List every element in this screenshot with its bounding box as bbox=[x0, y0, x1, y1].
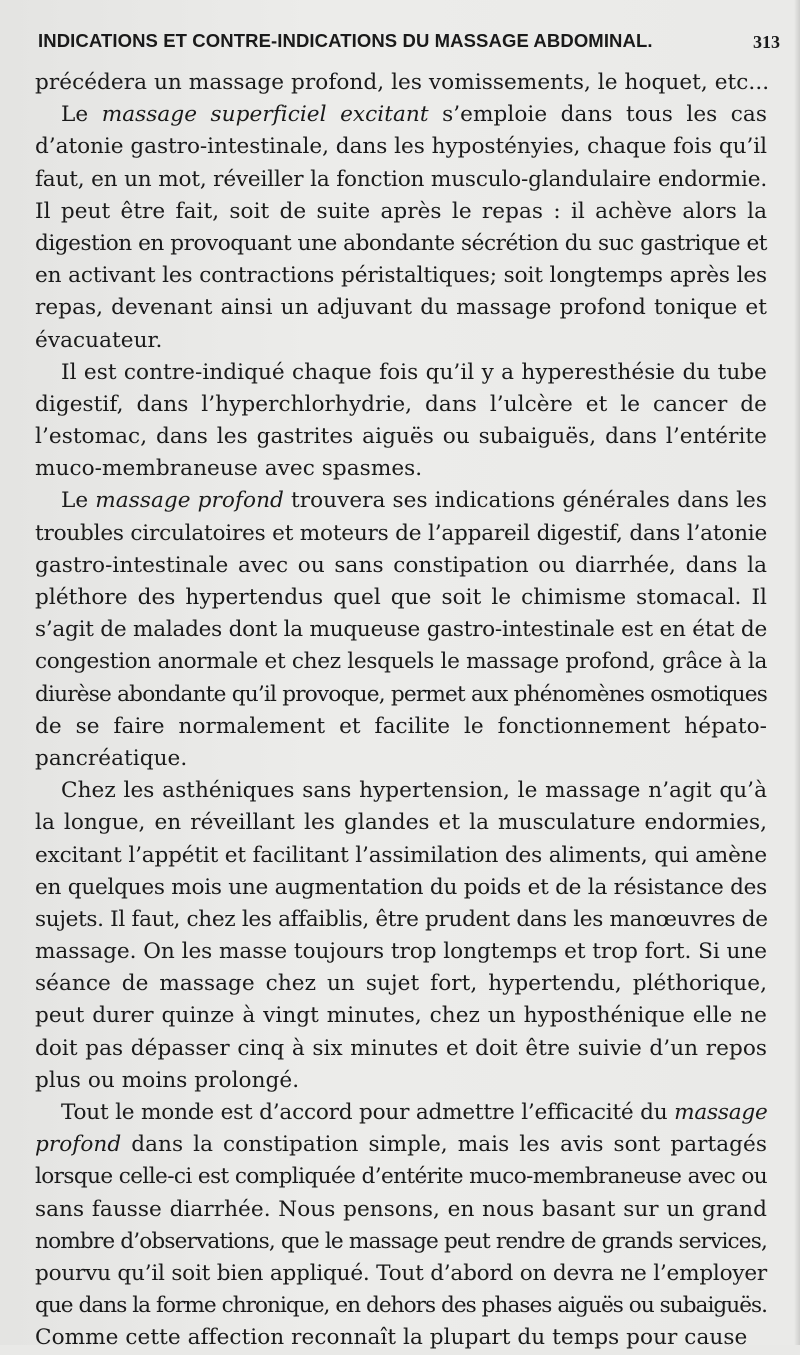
text-line bbox=[35, 1065, 767, 1097]
text-line bbox=[35, 1097, 767, 1129]
text-segment: faut, en un mot, réveiller la fonction musculo-glandulaire endormie. bbox=[35, 166, 768, 192]
text-line bbox=[35, 614, 767, 646]
text-line bbox=[35, 260, 767, 292]
paragraph bbox=[35, 99, 767, 357]
text-line bbox=[35, 228, 767, 260]
text-segment: peut durer quinze à vingt minutes, chez un hyposthénique elle ne bbox=[35, 1003, 767, 1029]
text-segment: excitant l’appétit et facilitant l’assimilation des aliments, qui amène bbox=[35, 842, 768, 868]
text-line bbox=[35, 196, 767, 228]
text-line bbox=[35, 1129, 767, 1161]
text-segment: en activant les contractions péristaltiques; soit longtemps après les bbox=[35, 263, 767, 289]
page-edge-shadow bbox=[794, 0, 800, 1345]
text-segment: diurèse abondante qu’il provoque, permet aux phénomènes osmotiques bbox=[35, 681, 767, 707]
italic-text: massage bbox=[674, 1100, 768, 1125]
text-segment: doit pas dépasser cinq à six minutes et doit être suivie d’un repos bbox=[35, 1035, 767, 1061]
paragraph bbox=[35, 775, 767, 1097]
text-segment: s’emploie dans tous les cas bbox=[428, 102, 767, 128]
text-line bbox=[35, 550, 767, 582]
text-line bbox=[35, 518, 767, 550]
text-line bbox=[35, 679, 767, 711]
text-line bbox=[35, 1000, 767, 1032]
text-line bbox=[35, 389, 767, 421]
text-line bbox=[35, 1258, 767, 1290]
text-segment: nombre d’observations, que le massage peut rendre de grands services, bbox=[35, 1228, 767, 1254]
text-segment: Comme cette affection reconnaît la plupart du temps pour cause bbox=[35, 1325, 748, 1351]
text-line bbox=[35, 807, 767, 839]
text-segment: Le bbox=[61, 488, 96, 514]
text-segment: précédera un massage profond, les vomissements, le hoquet, etc... bbox=[35, 70, 770, 95]
text-segment: Il est contre-indiqué chaque fois qu’il y a hyperesthésie du tube bbox=[61, 359, 767, 385]
text-segment: pourvu qu’il soit bien appliqué. Tout d’abord on devra ne l’employer bbox=[35, 1260, 767, 1286]
body-text bbox=[35, 67, 770, 1355]
text-line bbox=[35, 1033, 767, 1065]
text-line bbox=[35, 775, 767, 807]
text-segment: pléthore des hypertendus quel que soit le chimisme stomacal. Il bbox=[35, 585, 767, 610]
text-line bbox=[35, 936, 767, 968]
text-line bbox=[35, 292, 767, 324]
text-segment: la longue, en réveillant les glandes et la musculature endormies, bbox=[35, 810, 767, 836]
text-segment: congestion anormale et chez lesquels le massage profond, grâce à la bbox=[35, 649, 768, 675]
italic-text: massage profond bbox=[95, 488, 284, 514]
text-segment: Il peut être fait, soit de suite après le repas : il achève alors la bbox=[35, 198, 767, 224]
page-number: 313 bbox=[753, 32, 780, 52]
text-segment: digestif, dans l’hyperchlorhydrie, dans l’ulcère et le cancer de bbox=[35, 391, 767, 417]
text-line bbox=[35, 1161, 767, 1193]
text-line bbox=[35, 968, 767, 1000]
text-segment: que dans la forme chronique, en dehors des phases aiguës ou subaiguës. bbox=[35, 1293, 768, 1319]
running-head: INDICATIONS ET CONTRE-INDICATIONS DU MASSAGE ABDOMINAL. bbox=[38, 30, 653, 51]
text-segment: en quelques mois une augmentation du poids et de la résistance des bbox=[35, 874, 767, 900]
paragraph bbox=[35, 485, 767, 775]
italic-text: massage superficiel excitant bbox=[101, 102, 429, 128]
text-segment: digestion en provoquant une abondante sécrétion du suc gastrique et bbox=[35, 230, 768, 256]
paragraph bbox=[35, 67, 770, 99]
text-line bbox=[35, 1194, 767, 1226]
text-line bbox=[35, 1322, 767, 1354]
text-segment: repas, devenant ainsi un adjuvant du massage profond tonique et bbox=[35, 295, 767, 321]
text-segment: Tout le monde est d’accord pour admettre l’efficacité du bbox=[61, 1100, 675, 1125]
text-line bbox=[35, 840, 767, 872]
text-segment: l’estomac, dans les gastrites aiguës ou subaiguës, dans l’entérite bbox=[35, 424, 767, 450]
page-header bbox=[38, 30, 780, 62]
text-line bbox=[35, 453, 767, 485]
text-segment: muco-membraneuse avec spasmes. bbox=[35, 456, 423, 482]
text-line bbox=[35, 357, 767, 389]
text-segment: évacuateur. bbox=[35, 327, 163, 353]
text-line bbox=[35, 131, 767, 163]
text-segment: massage. On les masse toujours trop longtemps et trop fort. Si une bbox=[35, 939, 767, 965]
text-line bbox=[35, 582, 767, 614]
text-line bbox=[35, 743, 767, 775]
text-line bbox=[35, 421, 767, 453]
text-segment: lorsque celle-ci est compliquée d’entérite muco-membraneuse avec ou bbox=[35, 1164, 768, 1190]
text-line bbox=[35, 164, 767, 196]
text-segment: séance de massage chez un sujet fort, hypertendu, pléthorique, bbox=[35, 971, 767, 997]
paragraph bbox=[35, 1097, 767, 1355]
text-segment: d’atonie gastro-intestinale, dans les hypostényies, chaque fois qu’il bbox=[35, 134, 768, 160]
text-segment: Chez les asthéniques sans hypertension, le massage n’agit qu’à bbox=[61, 778, 767, 804]
text-line bbox=[35, 1226, 767, 1258]
text-segment: de se faire normalement et facilite le fonctionnement hépato- bbox=[35, 713, 767, 739]
text-segment: gastro-intestinale avec ou sans constipation ou diarrhée, dans la bbox=[35, 552, 767, 578]
text-segment: pancréatique. bbox=[35, 745, 188, 771]
text-line bbox=[35, 67, 770, 99]
text-segment: s’agit de malades dont la muqueuse gastro-intestinale est en état de bbox=[35, 617, 767, 643]
text-line bbox=[35, 99, 767, 131]
text-line bbox=[35, 325, 767, 357]
text-segment: Le bbox=[61, 102, 102, 128]
text-segment: plus ou moins prolongé. bbox=[35, 1067, 300, 1093]
text-line bbox=[35, 646, 767, 678]
text-line bbox=[35, 485, 767, 517]
text-segment: sans fausse diarrhée. Nous pensons, en nous basant sur un grand bbox=[35, 1196, 767, 1222]
text-line bbox=[35, 904, 767, 936]
paragraph bbox=[35, 357, 767, 486]
italic-text: profond bbox=[35, 1132, 122, 1158]
text-segment: trouvera ses indications générales dans les bbox=[283, 488, 767, 514]
text-segment: troubles circulatoires et moteurs de l’appareil digestif, dans l’atonie bbox=[35, 520, 768, 546]
text-line bbox=[35, 711, 767, 743]
text-segment: sujets. Il faut, chez les affaiblis, être prudent dans les manœuvres de bbox=[35, 906, 768, 932]
text-segment: dans la constipation simple, mais les avis sont partagés bbox=[121, 1132, 767, 1158]
text-line bbox=[35, 872, 767, 904]
text-line bbox=[35, 1290, 767, 1322]
